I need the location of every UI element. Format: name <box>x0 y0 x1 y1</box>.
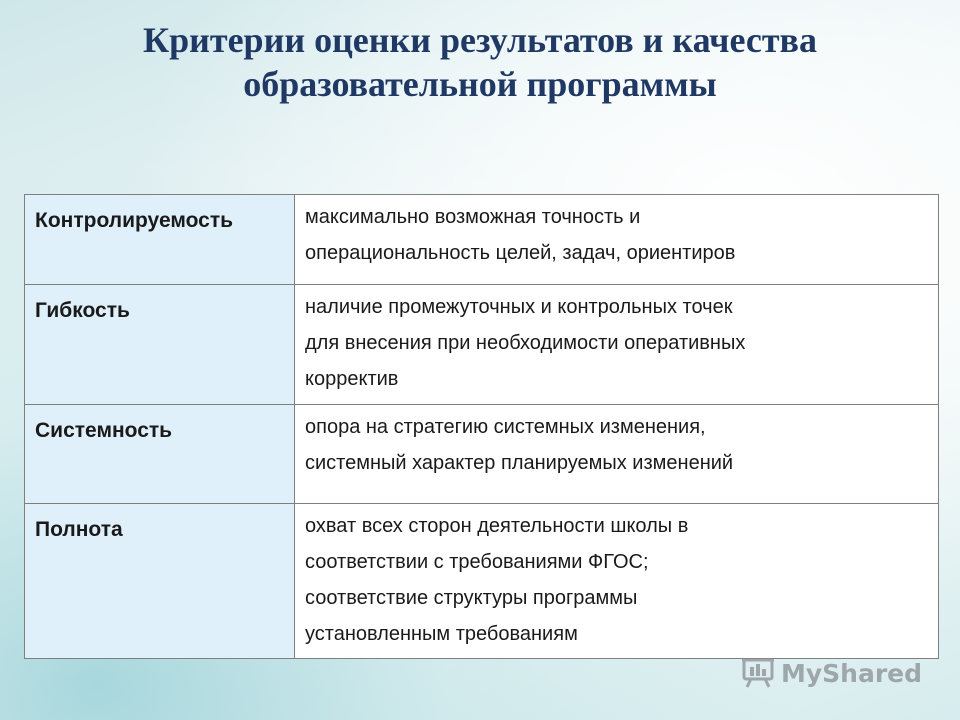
description-line: охват всех сторон деятельности школы в <box>305 515 689 537</box>
criteria-row <box>25 195 939 285</box>
criterion-term: Системность <box>25 405 295 504</box>
description-line: соответствии с требованиями ФГОС; <box>305 551 649 573</box>
criterion-description <box>295 195 939 285</box>
description-line: соответствие структуры программы <box>305 587 638 609</box>
criteria-row <box>25 285 939 405</box>
watermark-text: MyShared <box>780 658 922 688</box>
myshared-watermark[interactable] <box>741 658 922 688</box>
description-line: корректив <box>305 368 399 390</box>
slide-title-line-2: образовательной программы <box>243 64 717 104</box>
criteria-row <box>25 504 939 659</box>
description-line: установленным требованиям <box>305 623 578 645</box>
description-line: для внесения при необходимости оперативных <box>305 332 746 354</box>
criterion-description <box>295 285 939 405</box>
criterion-term: Гибкость <box>25 285 295 405</box>
criteria-table <box>24 194 939 659</box>
criterion-description <box>295 504 939 659</box>
presentation-board-icon <box>741 658 775 688</box>
description-line: наличие промежуточных и контрольных точек <box>305 296 733 318</box>
criterion-description <box>295 405 939 504</box>
description-line: опора на стратегию системных изменения, <box>305 416 706 438</box>
description-line: максимально возможная точность и <box>305 206 641 228</box>
criteria-row <box>25 405 939 504</box>
slide-title-line-1: Критерии оценки результатов и качества <box>143 20 817 60</box>
slide-title <box>0 18 960 106</box>
criterion-term: Полнота <box>25 504 295 659</box>
description-line: операциональность целей, задач, ориентиров <box>305 242 736 264</box>
criterion-term: Контролируемость <box>25 195 295 285</box>
description-line: системный характер планируемых изменений <box>305 452 734 474</box>
